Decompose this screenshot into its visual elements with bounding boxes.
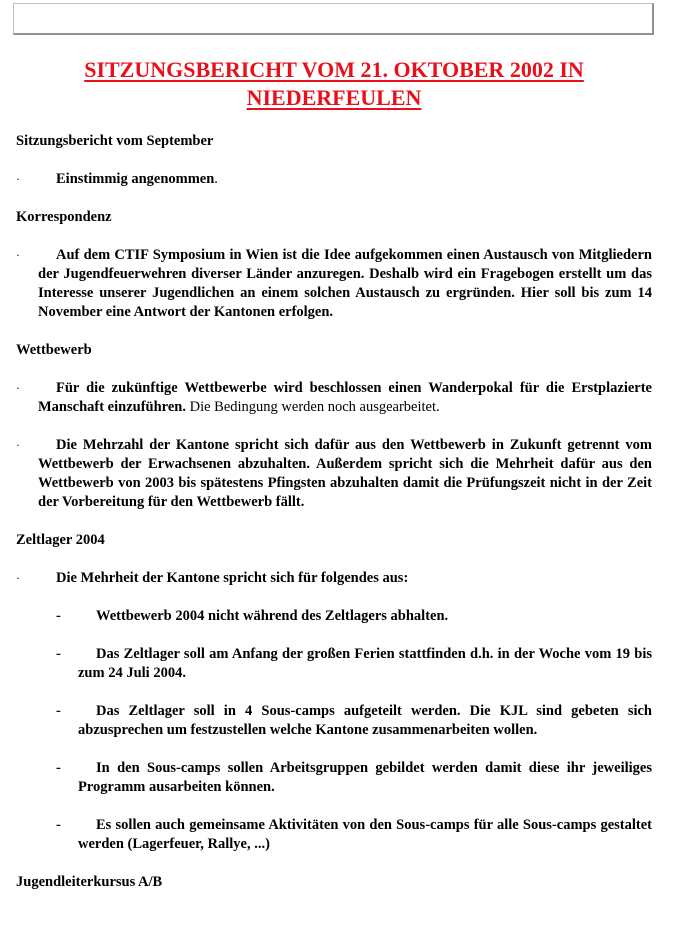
sub-list-item: [16, 702, 652, 740]
sub-list-item-text: Es sollen auch gemeinsame Aktivitäten von den Sous-camps für alle Sous-camps gestaltet werden (Lagerfeuer, Rallye, ...): [78, 817, 652, 852]
dash-icon: -: [56, 703, 61, 719]
list-item-text: Einstimmig angenommen: [56, 171, 215, 187]
sub-list-item-text: Wettbewerb 2004 nicht während des Zeltlagers abhalten.: [96, 608, 449, 624]
bullet-icon: ·: [16, 381, 20, 395]
section-heading-wettbewerb: Wettbewerb: [16, 342, 92, 358]
dash-icon: -: [56, 817, 61, 833]
bullet-icon: ·: [16, 571, 20, 585]
document-title: SITZUNGSBERICHT VOM 21. OKTOBER 2002 IN NIEDERFEULEN: [84, 57, 584, 110]
section-heading-korrespondenz: Korrespondenz: [16, 209, 112, 225]
bullet-icon: ·: [16, 248, 20, 262]
sub-list-item: [16, 607, 652, 626]
sub-list-item-text: Das Zeltlager soll in 4 Sous-camps aufgeteilt werden. Die KJL sind gebeten sich abzusprechen um festzustellen welche Kantone zusammenarbeiten wollen.: [78, 703, 652, 738]
list-item-text: Die Mehrzahl der Kantone spricht sich dafür aus den Wettbewerb in Zukunft getrennt vom Wettbewerb der Erwachsenen abzuhalten. Außerdem spricht sich die Mehrheit dafür aus den Wettbewerb von 2003 bis spätestens Pfingsten abzuhalten damit die Prüfungszeit nicht in der Zeit der Vorbereitung für den Wettbewerb fällt.: [38, 437, 652, 510]
sub-list-item: [16, 759, 652, 797]
document-body: [16, 56, 652, 911]
list-item-text-rest: Die Bedingung werden noch ausgearbeitet.: [185, 399, 440, 415]
section-heading-jugendleiterkursus: Jugendleiterkursus A/B: [16, 874, 163, 890]
dash-icon: -: [56, 646, 61, 662]
sub-list-item-text: In den Sous-camps sollen Arbeitsgruppen gebildet werden damit diese ihr jeweiliges Programm ausarbeiten können.: [78, 760, 652, 795]
list-item: [16, 379, 652, 417]
dash-icon: -: [56, 608, 61, 624]
sub-list-item: [16, 645, 652, 683]
list-item: [16, 569, 652, 588]
list-item: [16, 436, 652, 512]
list-item: [16, 246, 652, 322]
sub-list-item: [16, 816, 652, 854]
list-item-text: Für die zukünftige Wettbewerbe wird beschlossen einen Wanderpokal für die Erstplazierte Manschaft einzuführen.: [38, 380, 652, 415]
dash-icon: -: [56, 760, 61, 776]
list-item-text: Die Mehrheit der Kantone spricht sich für folgendes aus:: [56, 570, 409, 586]
list-item: [16, 170, 652, 189]
section-heading-zeltlager: Zeltlager 2004: [16, 532, 105, 548]
bullet-icon: ·: [16, 438, 20, 452]
list-item-text: Auf dem CTIF Symposium in Wien ist die Idee aufgekommen einen Austausch von Mitgliedern der Jugendfeuerwehren diverser Länder anzuregen. Deshalb wird ein Fragebogen erstellt um das Interesse unserer Jugendlichen an einem solchen Austausch zu ergründen. Hier soll bis zum 14 November eine Antwort der Kantonen erfolgen.: [38, 247, 652, 320]
section-heading-sitzungsbericht: Sitzungsbericht vom September: [16, 133, 214, 149]
bullet-icon: ·: [16, 172, 20, 186]
header-frame: [13, 3, 654, 35]
sub-list-item-text: Das Zeltlager soll am Anfang der großen Ferien stattfinden d.h. in der Woche vom 19 bis zum 24 Juli 2004.: [78, 646, 652, 681]
list-item-text-rest: .: [214, 171, 218, 187]
